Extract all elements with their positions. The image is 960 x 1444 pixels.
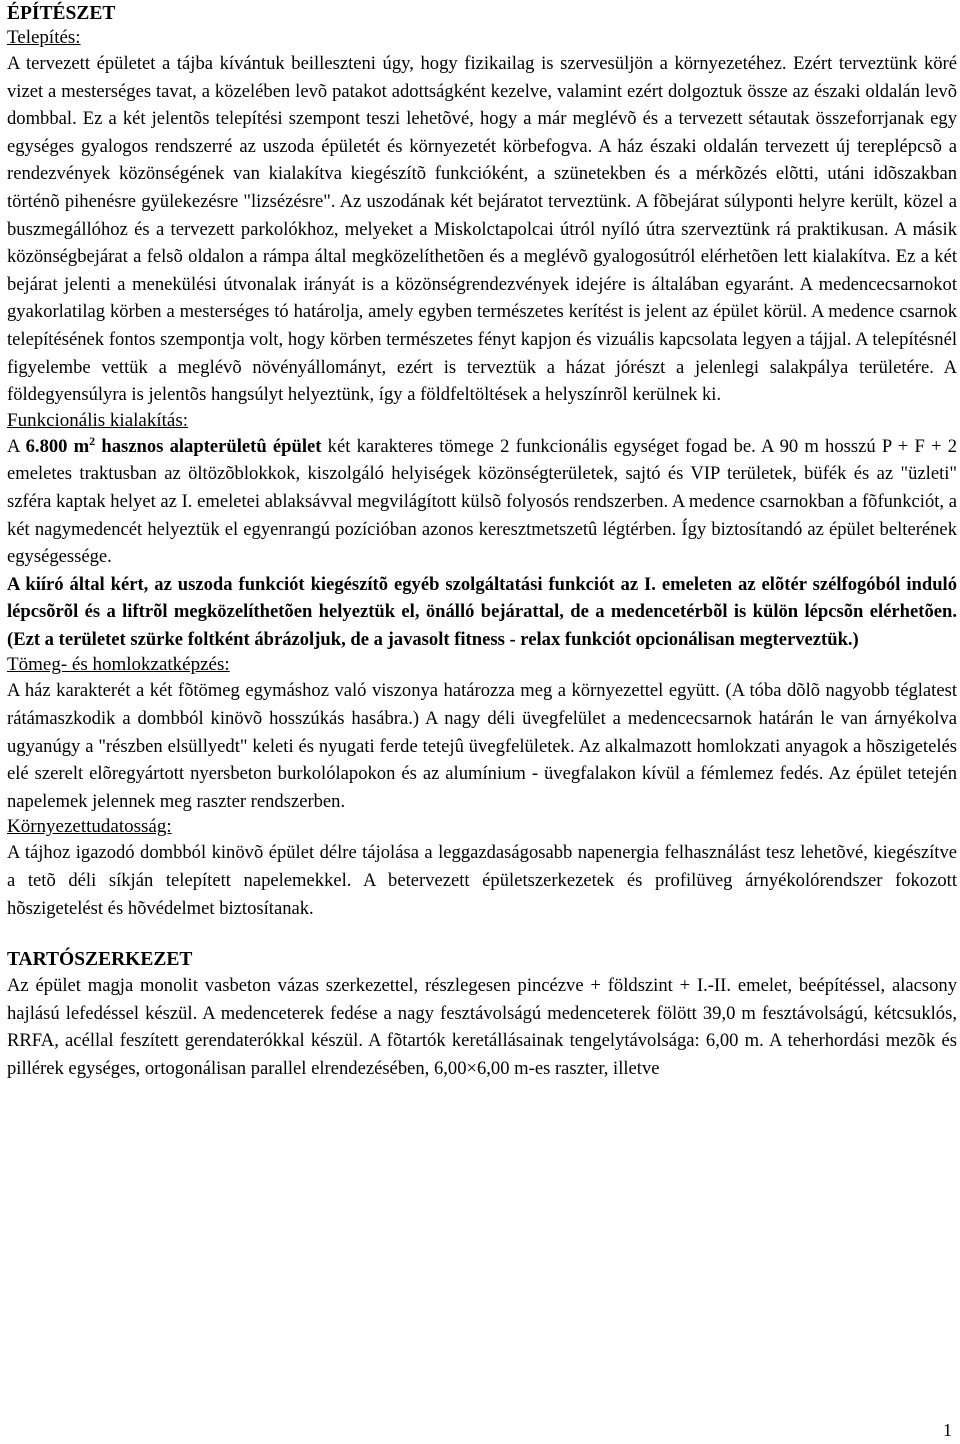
section-title-epiteszet: ÉPÍTÉSZET bbox=[7, 3, 116, 24]
paragraph-kornyezet: A tájhoz igazodó dombból kinövõ épület délre tájolása a leggazdaságosabb napenergia felhasználást tesz lehetõvé, kiegészítve a tetõ déli síkján telepített napelemekkel. A betervezett épületszerkezetek és profilüveg árnyékolórendszer fokozott hõszigetelést és hõvédelmet biztosítanak. bbox=[7, 842, 957, 919]
section-title-tartoszerkezet: TARTÓSZERKEZET bbox=[7, 949, 193, 971]
section-spacer bbox=[7, 922, 957, 948]
paragraph-telepites: A tervezett épületet a tájba kívántuk beilleszteni úgy, hogy fizikailag is szervesüljön a környezetéhez. Ezért terveztünk köré vizet a mesterséges tavat, a közelében levõ patakot adottságként kezelve, valamint ezért dolgoztuk össze az északi oldalán levõ dombbal. Ez a két jelentõs telepítési szempont teszi lehetõvé, hogy a már meglévõ és a tervezett sétautak összeforrjanak egy egységes gyalogos rendszerré az uszoda épületét és környezetét körbefogva. A ház északi oldalán tervezett új tereplépcsõ a rendezvények közönségének van kialakítva kiegészítõ funkcióként, a szünetekben és a mérkõzés elõtti, utáni idõszakban történõ pihenésre gyülekezésre "lizsézésre". Az uszodának két bejáratot terveztünk. A fõbejárat súlyponti helyre került, közel a buszmegállóhoz és a tervezett parkolókhoz, melyeket a Miskolctapolcai útról nyíló útra szerveztünk rá praktikusan. A másik közönségbejárat a felsõ oldalon a rámpa által megközelíthetõen és a meglévõ gyalogosútról elérhetõen lett kialakítva. Ez a két bejárat jelenti a menekülési útvonalak irányát is a közönségrendezvények idejére is általában egyaránt. A medencecsarnokot gyakorlatilag körben a mesterséges tó határolja, amely egyben természetes kerítést is jelent az épület körül. A medence csarnok telepítésének fontos szempontja volt, hogy körben természetes fényt kapjon és vizuális kapcsolata legyen a tájjal. A telepítésnél figyelembe vettük a meglévõ növényállományt, ezért is terveztük a házat jórészt a jelenlegi salakpálya területére. A földegyensúlyra is jelentõs hangsúlyt helyeztünk, így a földfeltöltések a helyszínrõl kerülnek ki. bbox=[7, 53, 957, 406]
funkcionalis-body: két karakteres tömege 2 funkcionális egységet fogad be. A 90 m hosszú P + F + 2 emeletes traktusban az öltözõblokkok, kiszolgáló helyiségek közönségterületek, sajtó és VIP területek, büfék és az "üzleti" szféra kaptak helyet az I. emeletei ablaksávval megvilágított külsõ folyosós rendszerben. A medence csarnokban a fõfunkciót, a két nagymedencét helyeztük el egyenrangú pozícióban azonos keresztmetszetû légtérben. Így biztosítandó az épület belterének egységessége. bbox=[7, 435, 957, 568]
subheading-tomeg: Tömeg- és homlokzatképzés: bbox=[7, 654, 230, 676]
area-value: 6.800 m bbox=[25, 435, 90, 457]
subheading-telepites: Telepítés: bbox=[7, 27, 81, 48]
subheading-funkcionalis: Funkcionális kialakítás: bbox=[7, 409, 189, 431]
area-label: hasznos alapterületû épület bbox=[95, 435, 322, 457]
area-superscript: 2 bbox=[89, 433, 96, 448]
paragraph-tartoszerkezet: Az épület magja monolit vasbeton vázas szerkezettel, részlegesen pincézve + földszint + I.-II. emelet, beépítéssel, alacsony hajlású lefedéssel készül. A medenceterek fedése a nagy fesztávolságú medenceterek fölött 39,0 m fesztávolságú, kétcsuklós, RRFA, acéllal feszített gerendaterókkal készül. A fõtartók keretállásainak tengelytávolsága: 6,00 m. A teherhordási mezõk és pillérek egységes, ortogonálisan parallel elrendezésében, 6,00×6,00 m-es raszter, illetve bbox=[7, 975, 957, 1079]
subheading-kornyezet: Környezettudatosság: bbox=[7, 816, 172, 838]
document-page bbox=[7, 2, 957, 1083]
page-number: 1 bbox=[943, 1420, 952, 1440]
paragraph-tomeg: A ház karakterét a két fõtömeg egymáshoz való viszonya határozza meg a környezettel együtt. (A tóba dõlõ nagyobb téglatest rátámaszkodik a dombból kinövõ hosszúkás hasábra.) A nagy déli üvegfelület a medencecsarnok határán le van árnyékolva ugyanúgy a "részben elsüllyedt" keleti és nyugati ferde tetejû üvegfelületek. Az alkalmazott homlokzati anyagok a hõszigetelés elé szerelt elõregyártott nyersbeton burkolólapokon és az alumínium - üvegfalakon kívül a fémlemez fedés. Az épület tetején napelemek jelennek meg raszter rendszerben. bbox=[7, 680, 957, 812]
paragraph-bold-note: A kiíró által kért, az uszoda funkciót kiegészítõ egyéb szolgáltatási funkciót az I. emeleten az elõtér szélfogóból induló lépcsõrõl és a liftrõl megközelíthetõen helyeztük el, önálló bejárattal, de a medencetérbõl is külön lépcsõn elérhetõen. (Ezt a területet szürke foltként ábrázoljuk, de a javasolt fitness - relax funkciót opcionálisan megterveztük.) bbox=[7, 573, 957, 650]
intro-text: A bbox=[7, 435, 26, 457]
paragraph-funkcionalis bbox=[7, 433, 957, 571]
